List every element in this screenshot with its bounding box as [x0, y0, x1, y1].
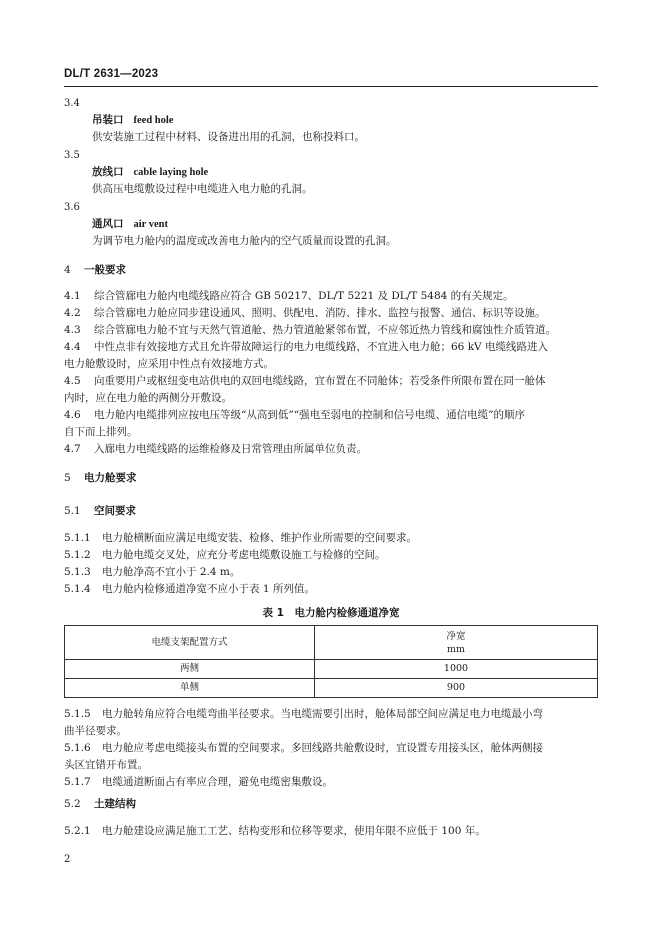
- subsection-5-1-clauses-after: [64, 706, 604, 791]
- term-en: feed hole: [133, 115, 174, 126]
- term-number: 3.5: [64, 150, 80, 161]
- table-cell-config: 单侧: [65, 679, 315, 698]
- table-header-config: 电缆支架配置方式: [65, 626, 315, 660]
- header-rule: [64, 86, 598, 87]
- table-row: [65, 660, 598, 679]
- clause-4-3: 4.3 综合管廊电力舱不宜与天然气管道舱、热力管道舱紧邻布置，不应邻近热力管线和腐蚀性介质管道。: [64, 324, 556, 336]
- term-zh: 吊装口: [92, 114, 124, 126]
- subsection-5-1-heading: [64, 503, 604, 519]
- section-number: 4: [64, 264, 71, 276]
- clause-5-1-2: 5.1.2 电力舱电缆交叉处，应充分考虑电缆敷设施工与检修的空间。: [64, 549, 386, 561]
- page-number: 2: [64, 854, 71, 865]
- clause-4-4: 4.4 中性点非有效接地方式且允许带故障运行的电力电缆线路，不宜进入电力舱；66 kV 电缆线路进入 电力舱敷设时，应采用中性点有效接地方式。: [64, 341, 548, 370]
- clause-4-5: 4.5 向重要用户或枢纽变电站供电的双回电缆线路，宜布置在不同舱体；若受条件所限布置在同一舱体 内时，应在电力舱的两侧分开敷设。: [64, 375, 546, 404]
- table-cell-width: 900: [315, 679, 598, 698]
- term-title: [64, 216, 604, 233]
- subsection-5-2-clauses: [64, 823, 604, 840]
- table-cell-width: 1000: [315, 660, 598, 679]
- clearance-table: [64, 625, 598, 698]
- section-4-clauses: [64, 288, 604, 458]
- clause-4-1: 4.1 综合管廊电力舱内电缆线路应符合 GB 50217、DL/T 5221 及 DL/T 5484 的有关规定。: [64, 290, 514, 302]
- subsection-number: 5.1: [64, 505, 81, 517]
- subsection-title: 空间要求: [94, 505, 136, 517]
- term-zh: 放线口: [92, 166, 124, 178]
- clause-5-1-3: 5.1.3 电力舱净高不宜小于 2.4 m。: [64, 566, 241, 578]
- table-caption: 表 1 电力舱内检修通道净宽: [262, 607, 400, 619]
- table-header-row: [65, 626, 598, 660]
- clause-5-1-6: 5.1.6 电力舱应考虑电缆接头布置的空间要求。多回线路共舱敷设时，宜设置专用接头区，舱体两侧接 头区宜错开布置。: [64, 742, 543, 771]
- table-row: [65, 679, 598, 698]
- section-number: 5: [64, 472, 71, 484]
- section-5-heading: [64, 470, 604, 486]
- term-zh: 通风口: [92, 218, 124, 230]
- term-number: 3.6: [64, 202, 80, 213]
- term-title: [64, 112, 604, 129]
- clause-4-6: 4.6 电力舱内电缆排列应按电压等级“从高到低”“强电至弱电的控制和信号电缆、通信电缆”的顺序 自下而上排列。: [64, 409, 525, 438]
- clause-5-1-1: 5.1.1 电力舱横断面应满足电缆安装、检修、维护作业所需要的空间要求。: [64, 532, 417, 544]
- clause-4-2: 4.2 综合管廊电力舱应同步建设通风、照明、供配电、消防、排水、监控与报警、通信、标识等设施。: [64, 307, 546, 319]
- term-en: air vent: [133, 219, 169, 230]
- section-title: 电力舱要求: [84, 472, 137, 484]
- table-header-width: 净宽 mm: [315, 626, 598, 660]
- subsection-5-1-clauses: [64, 530, 604, 598]
- section-4-heading: [64, 262, 604, 278]
- term-definition: 供安装施工过程中材料、设备进出用的孔洞，也称投料口。: [92, 131, 365, 143]
- clause-5-2-1: 5.2.1 电力舱建设应满足施工工艺、结构变形和位移等要求，使用年限不应低于 100 年。: [64, 825, 486, 837]
- table-cell-config: 两侧: [65, 660, 315, 679]
- term-number: 3.4: [64, 98, 80, 109]
- term-definition: 供高压电缆敷设过程中电缆进入电力舱的孔洞。: [92, 183, 313, 195]
- standard-number: DL/T 2631—2023: [64, 68, 159, 80]
- term-3-6: [64, 200, 604, 249]
- clause-4-7: 4.7 入廊电力电缆线路的运维检修及日常管理由所属单位负责。: [64, 443, 367, 455]
- term-title: [64, 164, 604, 181]
- subsection-5-2-heading: [64, 796, 604, 812]
- section-title: 一般要求: [84, 264, 126, 276]
- subsection-number: 5.2: [64, 798, 81, 810]
- term-3-5: [64, 148, 604, 197]
- term-en: cable laying hole: [133, 167, 209, 178]
- term-definition: 为调节电力舱内的温度或改善电力舱内的空气质量而设置的孔洞。: [92, 235, 397, 247]
- term-3-4: [64, 96, 604, 145]
- clause-5-1-7: 5.1.7 电缆通道断面占有率应合理，避免电缆密集敷设。: [64, 776, 333, 788]
- clause-5-1-4: 5.1.4 电力舱内检修通道净宽不应小于表 1 所列值。: [64, 583, 315, 595]
- subsection-title: 土建结构: [94, 798, 136, 810]
- clause-5-1-5: 5.1.5 电力舱转角应符合电缆弯曲半径要求。当电缆需要引出时，舱体局部空间应满足电力电缆最小弯 曲半径要求。: [64, 708, 543, 737]
